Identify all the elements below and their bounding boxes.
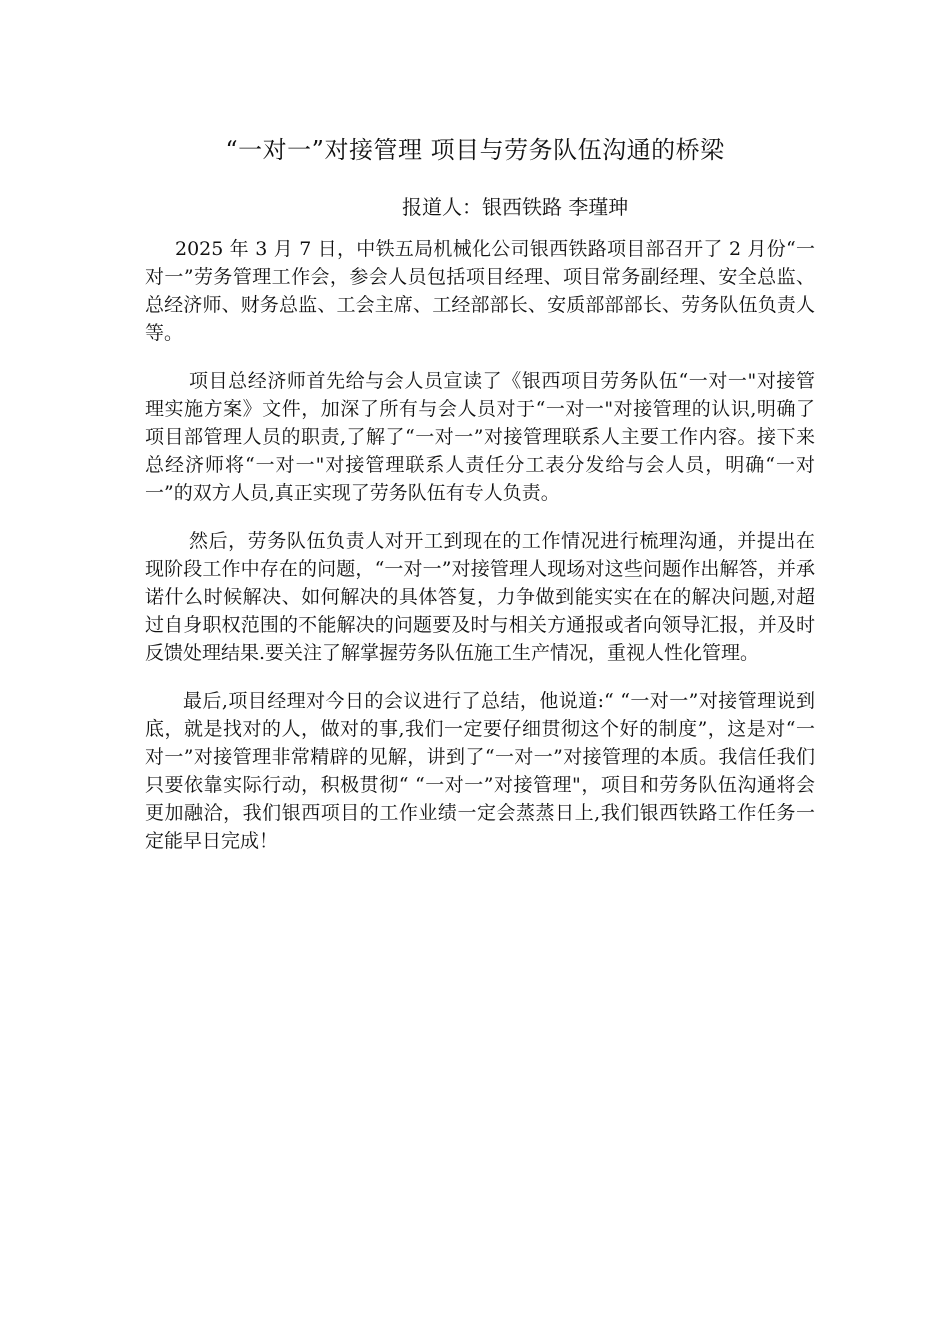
document-title: “一对一”对接管理 项目与劳务队伍沟通的桥梁	[225, 136, 725, 164]
article-body	[145, 235, 815, 875]
paragraph-2: 项目总经济师首先给与会人员宣读了《银西项目劳务队伍“一对一"对接管理实施方案》文件，加深了所有与会人员对于“一对一"对接管理的认识,明确了项目部管理人员的职责,了解了“一对一”对接管理联系人主要工作内容。接下来总经济师将“一对一"对接管理联系人责任分工表分发给与会人员，明确“一对一”的双方人员,真正实现了劳务队伍有专人负责。	[145, 370, 815, 504]
paragraph-4: 最后,项目经理对今日的会议进行了总结，他说道:“ “一对一”对接管理说到底，就是找对的人，做对的事,我们一定要仔细贯彻这个好的制度”，这是对“一对一”对接管理非常精辟的见解，讲到了“一对一”对接管理的本质。我信任我们只要依靠实际行动，积极贯彻“ “一对一”对接管理"，项目和劳务队伍沟通将会更加融洽，我们银西项目的工作业绩一定会蒸蒸日上,我们银西铁路工作任务一定能早日完成！	[145, 690, 815, 852]
paragraph-1: 2025 年 3 月 7 日，中铁五局机械化公司银西铁路项目部召开了 2 月份“一对一”劳务管理工作会，参会人员包括项目经理、项目常务副经理、安全总监、总经济师、财务总监、工会主席、工经部部长、安质部部部长、劳务队伍负责人等。	[145, 238, 815, 344]
reporter-line: 报道人：银西铁路 李瑾珅	[402, 195, 629, 219]
paragraph-3: 然后，劳务队伍负责人对开工到现在的工作情况进行梳理沟通，并提出在现阶段工作中存在的问题，“一对一”对接管理人现场对这些问题作出解答，并承诺什么时候解决、如何解决的具体答复，力争做到能实实在在的解决问题,对超过自身职权范围的不能解决的问题要及时与相关方通报或者向领导汇报，并及时反馈处理结果.要关注了解掌握劳务队伍施工生产情况，重视人性化管理。	[145, 530, 815, 664]
